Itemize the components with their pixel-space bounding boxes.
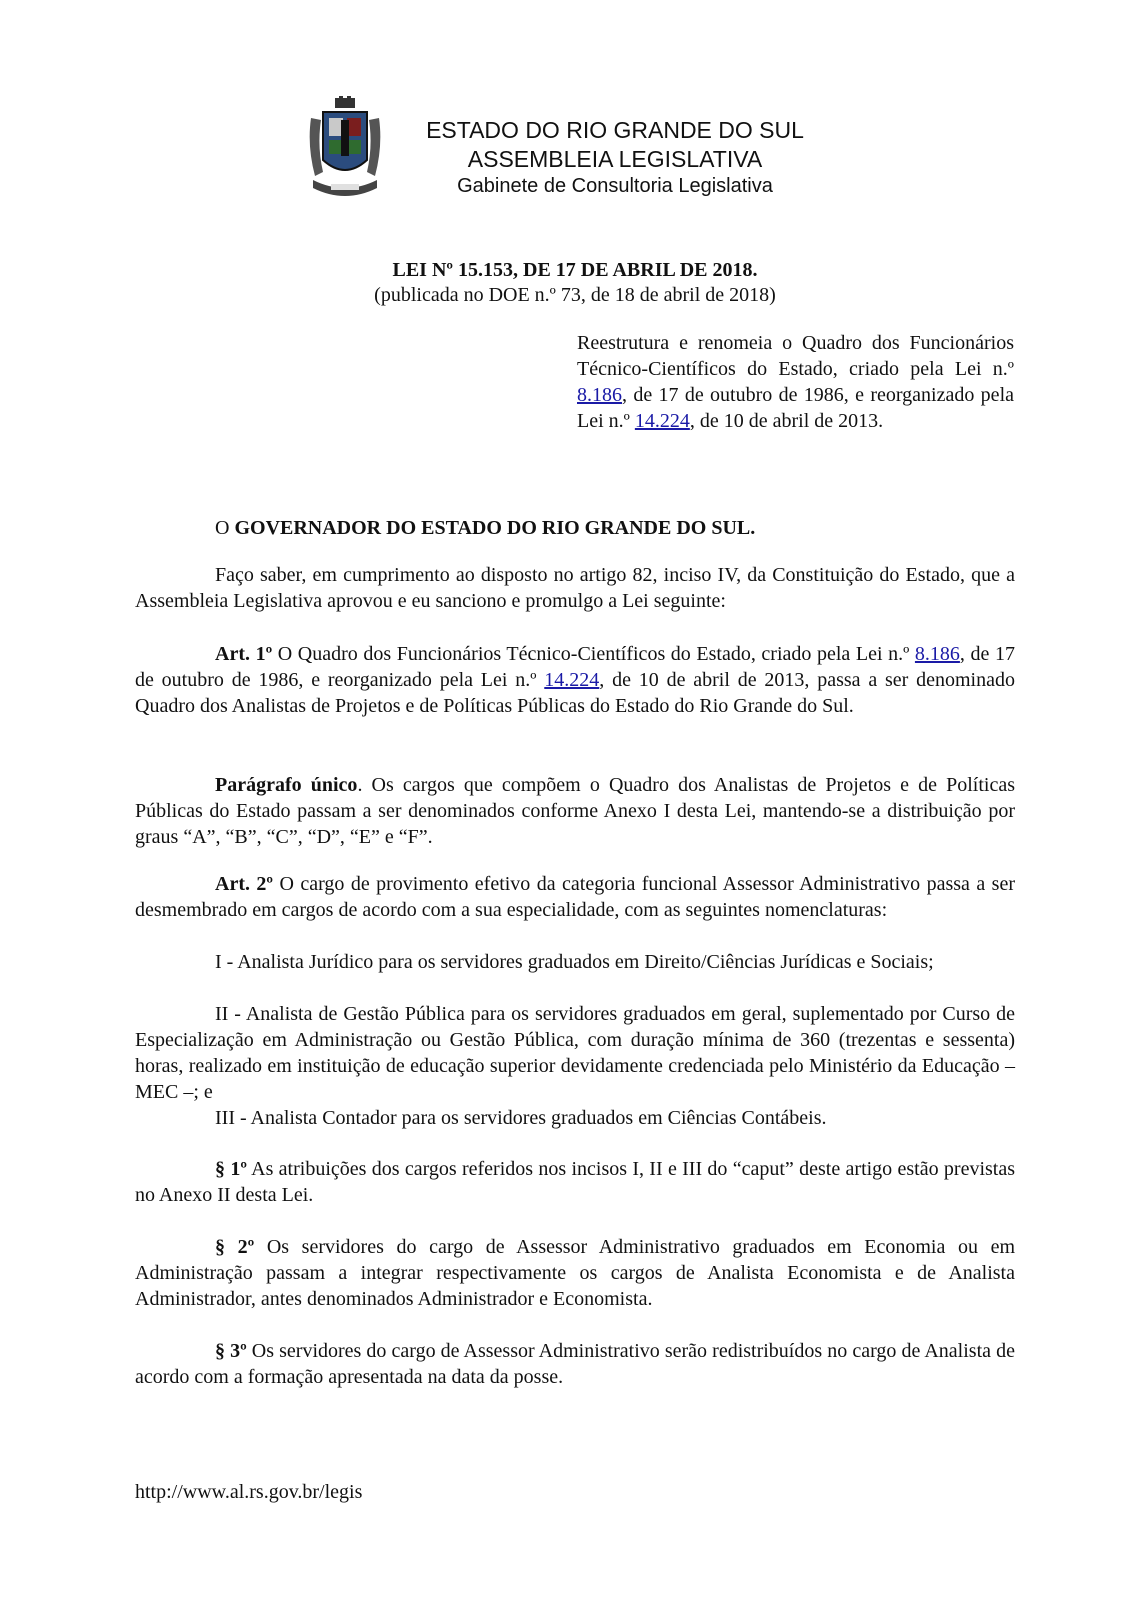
footer-url-link[interactable]: http://www.al.rs.gov.br/legis	[135, 1481, 363, 1503]
org-line-state: ESTADO DO RIO GRANDE DO SUL	[426, 117, 804, 143]
law-link-8186[interactable]: 8.186	[577, 384, 622, 406]
law-link-8186[interactable]: 8.186	[914, 643, 960, 665]
article-1	[135, 641, 1015, 719]
ementa-text: , de 10 de abril de 2013.	[689, 410, 884, 432]
inciso-1: I - Analista Jurídico para os servidores graduados em Direito/Ciências Jurídicas e Sociais;	[215, 951, 934, 973]
article-1-text: , de 17 de outubro de 1986, e reorganizado pela Lei n.º	[135, 643, 1015, 691]
law-publication: (publicada no DOE n.º 73, de 18 de abril de 2018)	[374, 284, 776, 306]
law-title: LEI Nº 15.153, DE 17 DE ABRIL DE 2018.	[392, 259, 758, 281]
inciso-3: III - Analista Contador para os servidores graduados em Ciências Contábeis.	[215, 1107, 827, 1129]
paragraph-1-text: As atribuições dos cargos referidos nos incisos I, II e III do “caput” deste artigo estão previstas no Anexo II desta Lei.	[135, 1158, 1015, 1206]
paragraph-2	[135, 1234, 1015, 1312]
paragraph-3-label: § 3º	[215, 1340, 247, 1362]
paragrafo-unico	[135, 772, 1015, 850]
org-line-cabinet: Gabinete de Consultoria Legislativa	[457, 175, 773, 197]
law-link-14224[interactable]: 14.224	[544, 669, 600, 691]
ementa-text: , de 17 de outubro de 1986, e reorganizado pela Lei n.º	[577, 384, 1014, 432]
paragraph-1-label: § 1º	[215, 1158, 247, 1180]
article-1-text: , de 10 de abril de 2013, passa a ser denominado Quadro dos Analistas de Projetos e de Políticas Públicas do Estado do Rio Grande do Sul.	[135, 669, 1015, 717]
article-1-text: O Quadro dos Funcionários Técnico-Científicos do Estado, criado pela Lei n.º	[272, 643, 915, 665]
governor-title: GOVERNADOR DO ESTADO DO RIO GRANDE DO SUL.	[234, 517, 756, 539]
paragraph-2-label: § 2º	[215, 1236, 255, 1258]
law-summary	[577, 330, 1014, 434]
law-link-14224[interactable]: 14.224	[634, 410, 690, 432]
governor-prefix: O	[215, 517, 235, 539]
article-1-label: Art. 1º	[215, 643, 273, 665]
article-2-text: O cargo de provimento efetivo da categoria funcional Assessor Administrativo passa a ser desmembrado em cargos de acordo com a sua especialidade, com as seguintes nomenclaturas:	[135, 873, 1015, 921]
paragraph-2-text: Os servidores do cargo de Assessor Administrativo graduados em Economia ou em Administração passam a integrar respectivamente os cargos de Analista Economista e de Analista Administrador, antes denominados Administrador e Economista.	[135, 1236, 1015, 1310]
enactment-clause: Faço saber, em cumprimento ao disposto no artigo 82, inciso IV, da Constituição do Estado, que a Assembleia Legislativa aprovou e eu sanciono e promulgo a Lei seguinte:	[135, 564, 1015, 612]
article-2-label: Art. 2º	[215, 873, 274, 895]
org-line-assembly: ASSEMBLEIA LEGISLATIVA	[467, 146, 763, 172]
governor-heading	[135, 515, 1015, 541]
paragraph-1	[135, 1156, 1015, 1208]
paragrafo-unico-text: . Os cargos que compõem o Quadro dos Analistas de Projetos e de Políticas Públicas do Estado passam a ser denominados conforme Anexo I desta Lei, mantendo-se a distribuição por graus “A”, “B”, “C”, “D”, “E” e “F”.	[135, 774, 1015, 848]
paragraph-3-text: Os servidores do cargo de Assessor Administrativo serão redistribuídos no cargo de Analista de acordo com a formação apresentada na data da posse.	[135, 1340, 1015, 1388]
paragraph-3	[135, 1338, 1015, 1390]
paragrafo-unico-label: Parágrafo único	[215, 774, 358, 796]
article-2	[135, 871, 1015, 923]
inciso-2: II - Analista de Gestão Pública para os servidores graduados em geral, suplementado por Curso de Especialização em Administração ou Gestão Pública, com duração mínima de 360 (trezentas e sessenta) horas, realizado em instituição de educação superior devidamente credenciada pelo Ministério da Educação – MEC –; e	[135, 1003, 1015, 1103]
ementa-text: Reestrutura e renomeia o Quadro dos Funcionários Técnico-Científicos do Estado, criado pela Lei n.º	[577, 332, 1014, 380]
